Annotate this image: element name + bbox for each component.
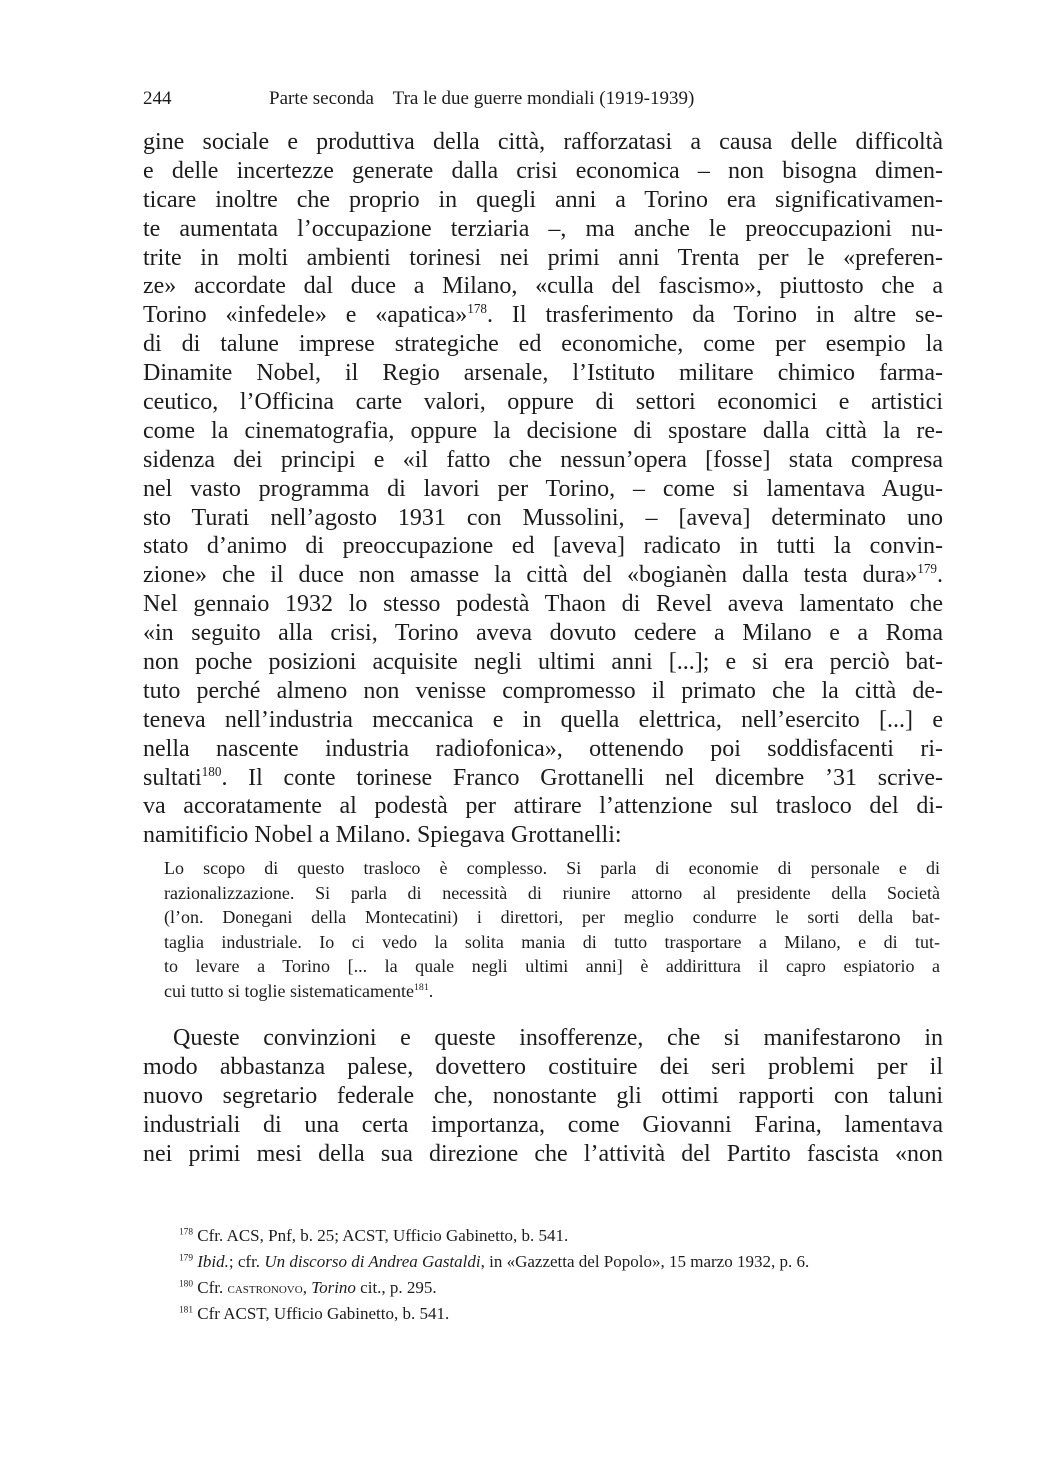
footnote-italic-title: Un discorso di Andrea Gastaldi	[264, 1252, 481, 1271]
footnote-ref: 178	[467, 301, 487, 317]
footnote-180	[179, 1275, 949, 1301]
line-text: Torino «infedele» e «apatica»	[143, 302, 468, 329]
footnote-text-end: cit., p. 295.	[355, 1278, 437, 1297]
text-line	[143, 301, 943, 330]
page-number: 244	[143, 88, 172, 109]
text-line: nella nascente industria radiofonica», ottenendo poi soddisfacenti ri-	[143, 735, 943, 762]
text-line: nel vasto programma di lavori per Torino, – come si lamentava Augu-	[143, 475, 943, 502]
text-line: sidenza dei principi e «il fatto che nessun’opera [fosse] stata compresa	[143, 446, 943, 473]
text-line: to levare a Torino [... la quale negli ultimi anni] è addirittura il capro espiatorio a	[164, 956, 940, 977]
footnote-179	[179, 1249, 949, 1275]
text-line	[143, 821, 943, 850]
footnote-number: 181	[179, 1305, 194, 1316]
text-line: trite in molti ambienti torinesi nei primi anni Trenta per le «preferen-	[143, 244, 943, 271]
text-line: Queste convinzioni e queste insofferenze, che si manifestarono in	[173, 1025, 943, 1051]
line-text-after: . Il conte torinese Franco Grottanelli nel dicembre ’31 scrive-	[221, 764, 943, 791]
footnote-number: 180	[179, 1279, 194, 1290]
text-line: nuovo segretario federale che, nonostante gli ottimi rapporti con taluni	[143, 1082, 943, 1109]
text-line: come la cinematografia, oppure la decisione di spostare dalla città la re-	[143, 417, 943, 444]
text-line	[164, 979, 940, 1004]
footnote-text: ; cfr.	[228, 1252, 265, 1271]
footnote-italic: Ibid.	[197, 1252, 229, 1271]
text-line: gine sociale e produttiva della città, rafforzatasi a causa delle difficoltà	[143, 129, 943, 155]
text-line: (l’on. Donegani della Montecatini) i direttori, per meglio condurre le sorti della bat-	[164, 907, 940, 928]
line-text: zione» che il duce non amasse la città del «bogianèn dalla testa dura»	[143, 562, 918, 589]
footnote-italic-title: Torino	[311, 1278, 356, 1297]
text-line: industriali di una certa importanza, come Giovanni Farina, lamentava	[143, 1111, 943, 1138]
body-paragraph-2	[143, 1024, 943, 1168]
text-line: ceutico, l’Officina carte valori, oppure di settori economici e artistici	[143, 389, 943, 416]
text-line: modo abbastanza palese, dovettero costituire dei seri problemi per il	[143, 1053, 943, 1080]
text-line: Dinamite Nobel, il Regio arsenale, l’Istituto militare chimico farma-	[143, 360, 943, 387]
text-line: va accoratamente al podestà per attirare l’attenzione sul trasloco del di-	[143, 793, 943, 820]
line-text: cui tutto si toglie sistematicamente	[164, 980, 414, 1001]
footnote-text: Cfr. ACS, Pnf, b. 25; ACST, Ufficio Gabinetto, b. 541.	[197, 1226, 569, 1245]
footnotes	[179, 1223, 949, 1327]
text-line: ticare inoltre che proprio in quegli anni a Torino era significativamen-	[143, 186, 943, 213]
text-line: stato d’animo di preoccupazione ed [aveva] radicato in tutti la convin-	[143, 533, 943, 560]
line-text-after: . Il trasferimento da Torino in altre se-	[487, 302, 943, 329]
footnote-ref: 179	[917, 561, 937, 577]
text-line: Nel gennaio 1932 lo stesso podestà Thaon di Revel aveva lamentato che	[143, 591, 943, 618]
text-line: e delle incertezze generate dalla crisi economica – non bisogna dimen-	[143, 157, 943, 184]
block-quote	[164, 856, 940, 1004]
text-line: razionalizzazione. Si parla di necessità di riunire attorno al presidente della Società	[164, 882, 940, 903]
footnote-number: 179	[179, 1253, 194, 1264]
footnote-178	[179, 1223, 949, 1249]
line-text: namitificio Nobel a Milano. Spiegava Grottanelli:	[143, 822, 622, 849]
text-line: nei primi mesi della sua direzione che l’attività del Partito fascista «non	[143, 1140, 943, 1167]
text-line: ze» accordate dal duce a Milano, «culla del fascismo», piuttosto che a	[143, 273, 943, 300]
line-text-after: .	[937, 562, 943, 589]
footnote-text: Cfr ACST, Ufficio Gabinetto, b. 541.	[197, 1304, 450, 1323]
text-line: sto Turati nell’agosto 1931 con Mussolini, – [aveva] determinato uno	[143, 504, 943, 531]
text-line: «in seguito alla crisi, Torino aveva dovuto cedere a Milano e a Roma	[143, 620, 943, 647]
line-text: sultati	[143, 764, 202, 791]
text-line: te aumentata l’occupazione terziaria –, ma anche le preoccupazioni nu-	[143, 215, 943, 242]
text-line: taglia industriale. Io ci vedo la solita mania di tutto trasportare a Milano, e di tut-	[164, 931, 940, 952]
line-text-after: .	[428, 980, 434, 1001]
footnote-text: Cfr.	[197, 1278, 228, 1297]
footnote-author: castronovo	[227, 1280, 303, 1297]
text-line	[143, 561, 943, 590]
text-line: Lo scopo di questo trasloco è complesso. Si parla di economie di personale e di	[164, 858, 940, 878]
text-line: di di talune imprese strategiche ed economiche, come per esempio la	[143, 331, 943, 358]
footnote-181	[179, 1301, 949, 1327]
text-line	[143, 764, 943, 793]
footnote-text-end: , in «Gazzetta del Popolo», 15 marzo 1932, p. 6.	[480, 1252, 810, 1271]
text-line: teneva nell’industria meccanica e in quella elettrica, nell’esercito [...] e	[143, 706, 943, 733]
footnote-ref: 181	[413, 982, 429, 994]
body-paragraph-1	[143, 128, 943, 850]
footnote-ref: 180	[201, 763, 222, 779]
footnote-separator: ,	[302, 1278, 312, 1297]
footnote-number: 178	[179, 1227, 194, 1238]
text-line: non poche posizioni acquisite negli ultimi anni [...]; e si era perciò bat-	[143, 649, 943, 676]
running-head	[143, 84, 943, 114]
text-line: tuto perché almeno non venisse compromesso il primato che la città de-	[143, 677, 943, 704]
running-head-title: Parte seconda Tra le due guerre mondiali (1919-1939)	[269, 88, 695, 109]
